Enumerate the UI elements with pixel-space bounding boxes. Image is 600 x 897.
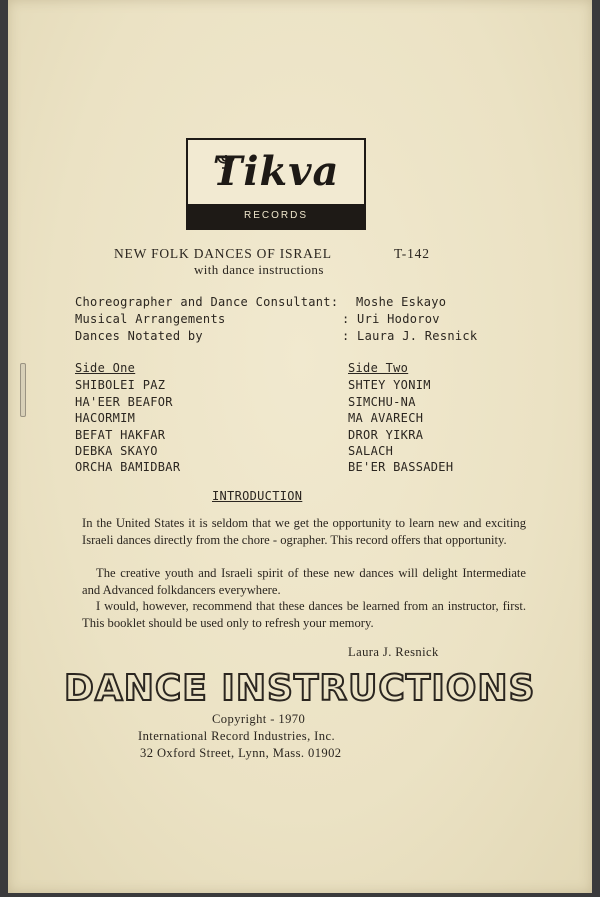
company-name: International Record Industries, Inc. [138, 729, 335, 743]
catalog-number: T-142 [394, 246, 430, 261]
album-subtitle: with dance instructions [194, 262, 324, 277]
track-item: SIMCHU-NA [348, 395, 416, 409]
credit-role: Musical Arrangements [75, 312, 226, 326]
track-item: SHIBOLEI PAZ [75, 378, 166, 392]
company-address: 32 Oxford Street, Lynn, Mass. 01902 [140, 746, 342, 760]
intro-paragraph: The creative youth and Israeli spirit of these new dances will delight Intermediate and Advanced folkdancers everywhere. [82, 566, 526, 597]
album-title: NEW FOLK DANCES OF ISRAEL [114, 246, 332, 261]
track-item: MA AVARECH [348, 411, 424, 425]
copyright: Copyright - 1970 [212, 712, 306, 726]
dance-instructions-banner: DANCE INSTRUCTIONS [64, 668, 536, 709]
booklet-page [8, 0, 592, 893]
track-item: BEFAT HAKFAR [75, 428, 166, 442]
track-item: HA'EER BEAFOR [75, 395, 173, 409]
signature: Laura J. Resnick [348, 645, 439, 659]
side-one-heading: Side One [75, 361, 136, 375]
intro-paragraph: In the United States it is seldom that we get the opportunity to learn new and exciting Israeli dances directly from the chore - ographer. This record offers that opportunity. [82, 516, 526, 547]
track-item: DEBKA SKAYO [75, 444, 158, 458]
logo-records-bar: RECORDS [188, 204, 364, 228]
introduction-heading: INTRODUCTION [212, 489, 303, 503]
credit-name: : Laura J. Resnick [342, 329, 478, 343]
intro-paragraph: I would, however, recommend that these dances be learned from an instructor, first. This booklet should be used only to refresh your memory. [82, 599, 526, 630]
credit-name: Moshe Eskayo [356, 295, 447, 309]
side-two-heading: Side Two [348, 361, 409, 375]
track-item: BE'ER BASSADEH [348, 460, 454, 474]
staple [20, 363, 26, 417]
track-item: SHTEY YONIM [348, 378, 431, 392]
track-item: ORCHA BAMIDBAR [75, 460, 181, 474]
credit-name: : Uri Hodorov [342, 312, 440, 326]
credit-role: Dances Notated by [75, 329, 203, 343]
credit-role: Choreographer and Dance Consultant: [75, 295, 339, 309]
track-item: HACORMIM [75, 411, 136, 425]
track-item: DROR YIKRA [348, 428, 424, 442]
logo-wordmark: Tikva [212, 148, 340, 195]
track-item: SALACH [348, 444, 394, 458]
tikva-logo [186, 138, 366, 230]
